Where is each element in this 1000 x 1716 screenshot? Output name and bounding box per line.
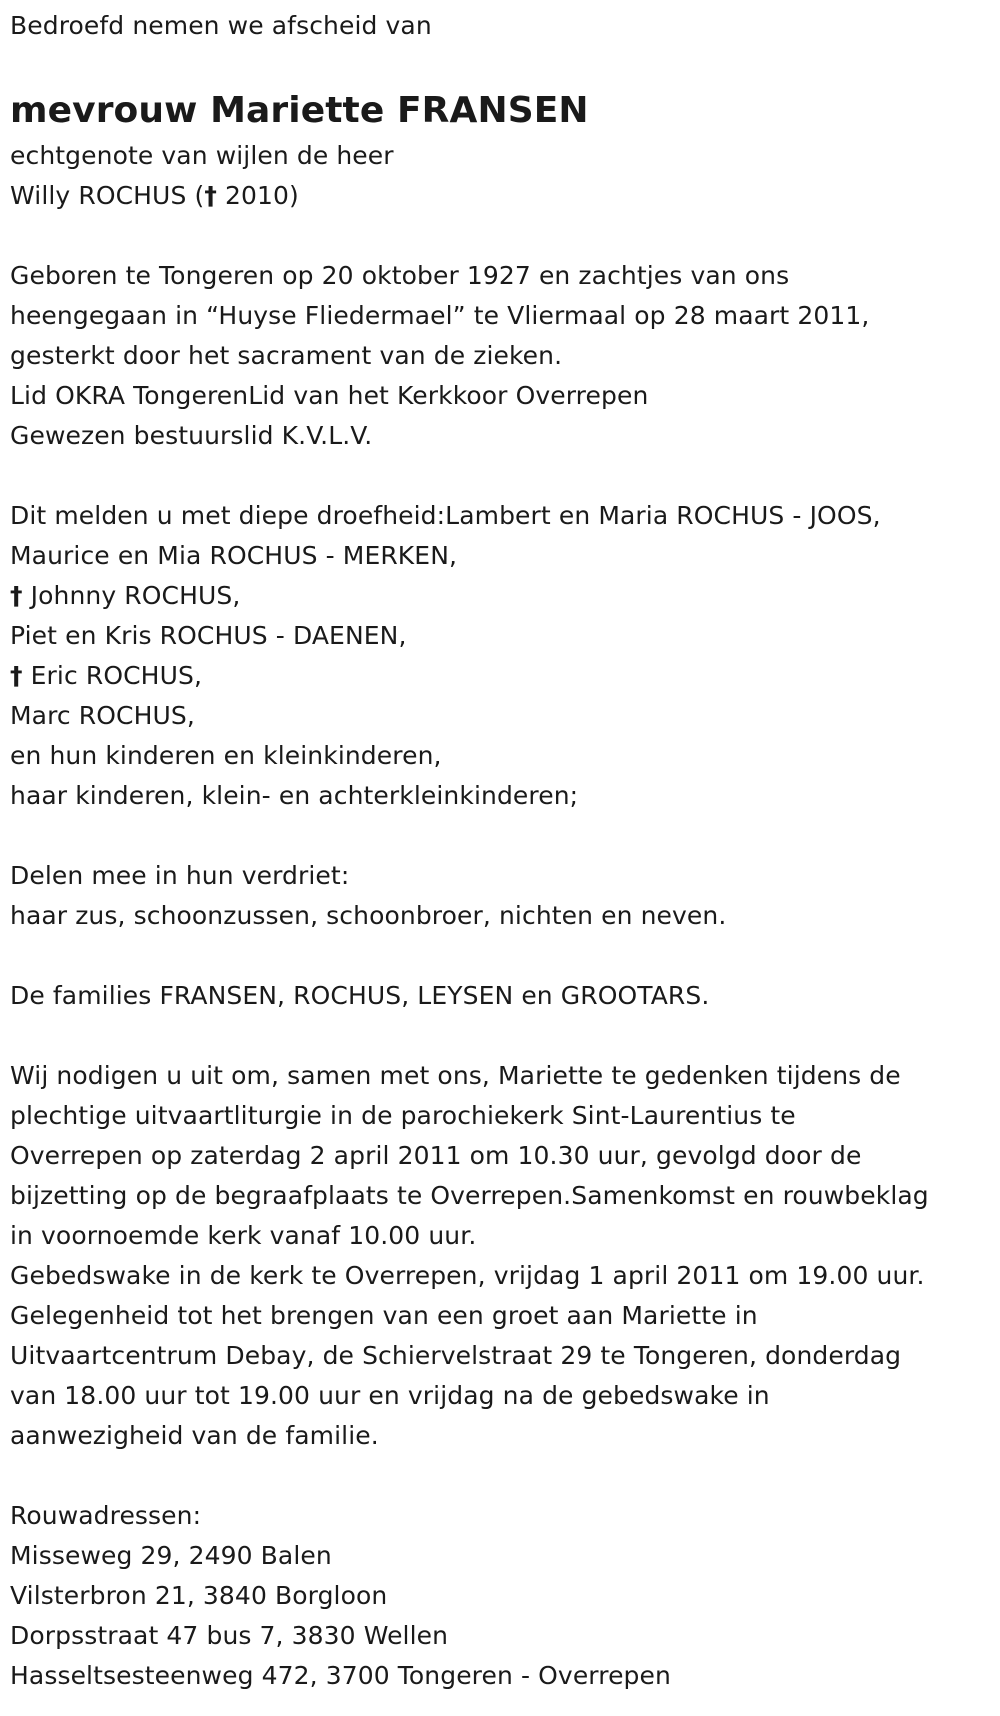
- addresses-label: Rouwadressen:: [10, 1501, 202, 1530]
- family-member: Eric ROCHUS,: [22, 661, 202, 690]
- ceremony-line: aanwezigheid van de familie.: [10, 1421, 379, 1450]
- bio-line: heengegaan in “Huyse Fliedermael” te Vliermaal op 28 maart 2011,: [10, 301, 870, 330]
- obituary-page: [0, 6, 1000, 1716]
- spouse-death-year: 2010): [216, 181, 299, 210]
- ceremony-line: Wij nodigen u uit om, samen met ons, Mariette te gedenken tijdens de: [10, 1061, 901, 1090]
- family-line: [10, 576, 990, 616]
- address-line: Dorpsstraat 47 bus 7, 3830 Wellen: [10, 1621, 449, 1650]
- ceremony-line: Overrepen op zaterdag 2 april 2011 om 10.30 uur, gevolgd door de: [10, 1141, 862, 1170]
- spacer: [10, 216, 990, 256]
- deceased-name: mevrouw Mariette FRANSEN: [10, 90, 589, 131]
- spacer: [10, 1456, 990, 1496]
- spacer: [10, 456, 990, 496]
- family-line: Dit melden u met diepe droefheid:Lambert en Maria ROCHUS - JOOS,: [10, 501, 881, 530]
- ceremony-line: Uitvaartcentrum Debay, de Schiervelstraat 29 te Tongeren, donderdag: [10, 1341, 902, 1370]
- ceremony-line: Gelegenheid tot het brengen van een groet aan Mariette in: [10, 1301, 758, 1330]
- cross-icon: †: [204, 181, 217, 210]
- spacer: [10, 936, 990, 976]
- ceremony-line: bijzetting op de begraafplaats te Overrepen.Samenkomst en rouwbeklag: [10, 1181, 929, 1210]
- families-line: De families FRANSEN, ROCHUS, LEYSEN en GROOTARS.: [10, 981, 710, 1010]
- family-line: en hun kinderen en kleinkinderen,: [10, 741, 442, 770]
- address-line: Hasseltsesteenweg 472, 3700 Tongeren - Overrepen: [10, 1661, 671, 1690]
- bio-line: Lid OKRA TongerenLid van het Kerkkoor Overrepen: [10, 381, 649, 410]
- intro-text: Bedroefd nemen we afscheid van: [10, 11, 432, 40]
- bio-line: Gewezen bestuurslid K.V.L.V.: [10, 421, 373, 450]
- spacer: [10, 816, 990, 856]
- family-member: Johnny ROCHUS,: [22, 581, 241, 610]
- cross-icon: †: [10, 581, 23, 610]
- family-line: haar kinderen, klein- en achterkleinkinderen;: [10, 781, 579, 810]
- family-line: Marc ROCHUS,: [10, 701, 195, 730]
- family-line: Maurice en Mia ROCHUS - MERKEN,: [10, 541, 458, 570]
- ceremony-line: van 18.00 uur tot 19.00 uur en vrijdag na de gebedswake in: [10, 1381, 770, 1410]
- spouse-name-line: [10, 176, 990, 216]
- ceremony-line: plechtige uitvaartliturgie in de parochiekerk Sint-Laurentius te: [10, 1101, 796, 1130]
- bio-line: gesterkt door het sacrament van de zieken.: [10, 341, 563, 370]
- address-line: Vilsterbron 21, 3840 Borgloon: [10, 1581, 388, 1610]
- bio-line: Geboren te Tongeren op 20 oktober 1927 en zachtjes van ons: [10, 261, 790, 290]
- address-line: Misseweg 29, 2490 Balen: [10, 1541, 332, 1570]
- share-line: haar zus, schoonzussen, schoonbroer, nichten en neven.: [10, 901, 727, 930]
- spouse-name: Willy ROCHUS (: [10, 181, 205, 210]
- family-line: Piet en Kris ROCHUS - DAENEN,: [10, 621, 407, 650]
- spouse-line: echtgenote van wijlen de heer: [10, 141, 394, 170]
- share-line: Delen mee in hun verdriet:: [10, 861, 350, 890]
- family-line: [10, 656, 990, 696]
- ceremony-line: Gebedswake in de kerk te Overrepen, vrijdag 1 april 2011 om 19.00 uur.: [10, 1261, 925, 1290]
- cross-icon: †: [10, 661, 23, 690]
- spacer: [10, 1016, 990, 1056]
- ceremony-line: in voornoemde kerk vanaf 10.00 uur.: [10, 1221, 477, 1250]
